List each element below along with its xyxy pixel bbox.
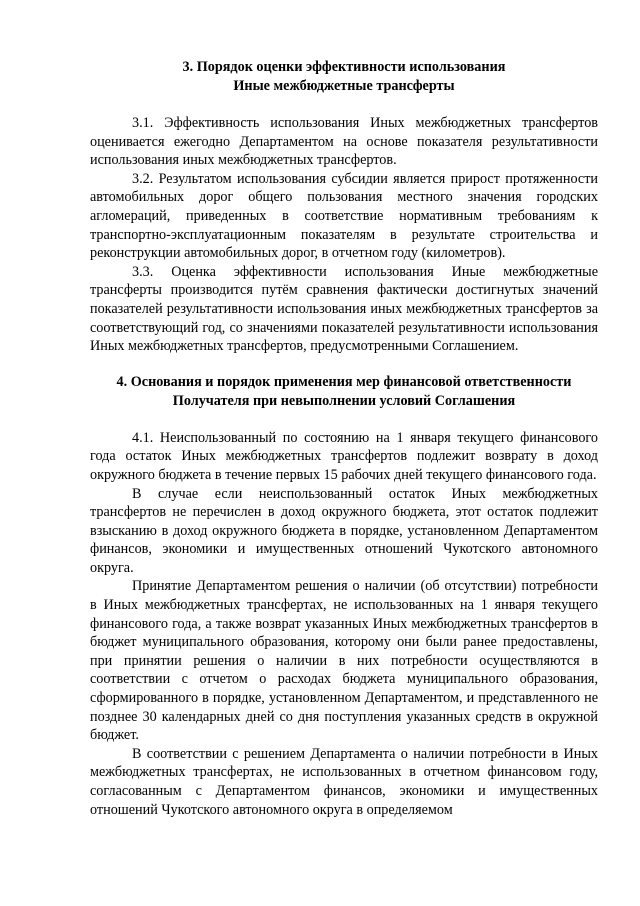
paragraph-4-1-department-decision: Принятие Департаментом решения о наличии (об отсутствии) потребности в Иных межбюджетных трансфертах, не использованных на 1 января текущего финансового года, а также возврат указанных Иных межбюджетных трансфертов в бюджет муниципального образования, которому они были ранее предоставлены, при принятии решения о наличии в них потребности осуществляются в соответствии с отчетом о расходах бюджета муниципального образования, сформированного в порядке, установленном Департаментом, и представленного не позднее 30 календарных дней со дня поступления указанных средств в окружной бюджет. [90,578,598,744]
section-4-heading [90,373,598,411]
section-4-heading-line-1: 4. Основания и порядок применения мер финансовой ответственности [116,373,572,390]
paragraph-4-1-unreturned-balance: В случае если неиспользованный остаток Иных межбюджетных трансфертов не перечислен в доход окружного бюджета, этот остаток подлежит взысканию в доход окружного бюджета в порядке, установленном Департаментом финансов, экономики и имущественных отношений Чукотского автономного округа. [90,485,598,576]
section-3-heading [90,58,598,96]
paragraph-3-3: 3.3. Оценка эффективности использования Иные межбюджетные трансферты производится путём сравнения фактически достигнутых значений показателей результативности использования иных межбюджетных трансфертов за соответствующий год, со значениями показателей результативности использования Иных межбюджетных трансфертов, предусмотренными Соглашением. [90,263,598,355]
paragraph-4-1-accordance: В соответствии с решением Департамента о наличии потребности в Иных межбюджетных трансфертах, не использованных в отчетном финансовом году, согласованным с Департаментом финансов, экономики и имущественных отношений Чукотского автономного округа в определяемом [90,745,598,818]
section-3-heading-line-1: 3. Порядок оценки эффективности использования [182,59,506,75]
section-3-heading-line-2: Иные межбюджетные трансферты [233,78,455,94]
section-4 [90,373,598,819]
section-4-heading-line-2: Получателя при невыполнении условий Соглашения [172,392,516,409]
paragraph-3-1: 3.1. Эффективность использования Иных межбюджетных трансфертов оценивается ежегодно Департаментом на основе показателя результативности использования иных межбюджетных трансфертов. [90,115,598,169]
paragraph-3-2: 3.2. Результатом использования субсидии является прирост протяженности автомобильных дорог общего пользования местного значения городских агломераций, приведенных в соответствие нормативным требованиям к транспортно-эксплуатационным показателям в результате строительства и реконструкции автомобильных дорог, в отчетном году (километров). [90,170,598,262]
section-3 [90,58,598,356]
paragraph-4-1: 4.1. Неиспользованный по состоянию на 1 января текущего финансового года остаток Иных межбюджетных трансфертов подлежит возврату в доход окружного бюджета в течение первых 15 рабочих дней текущего финансового года. [90,429,598,483]
